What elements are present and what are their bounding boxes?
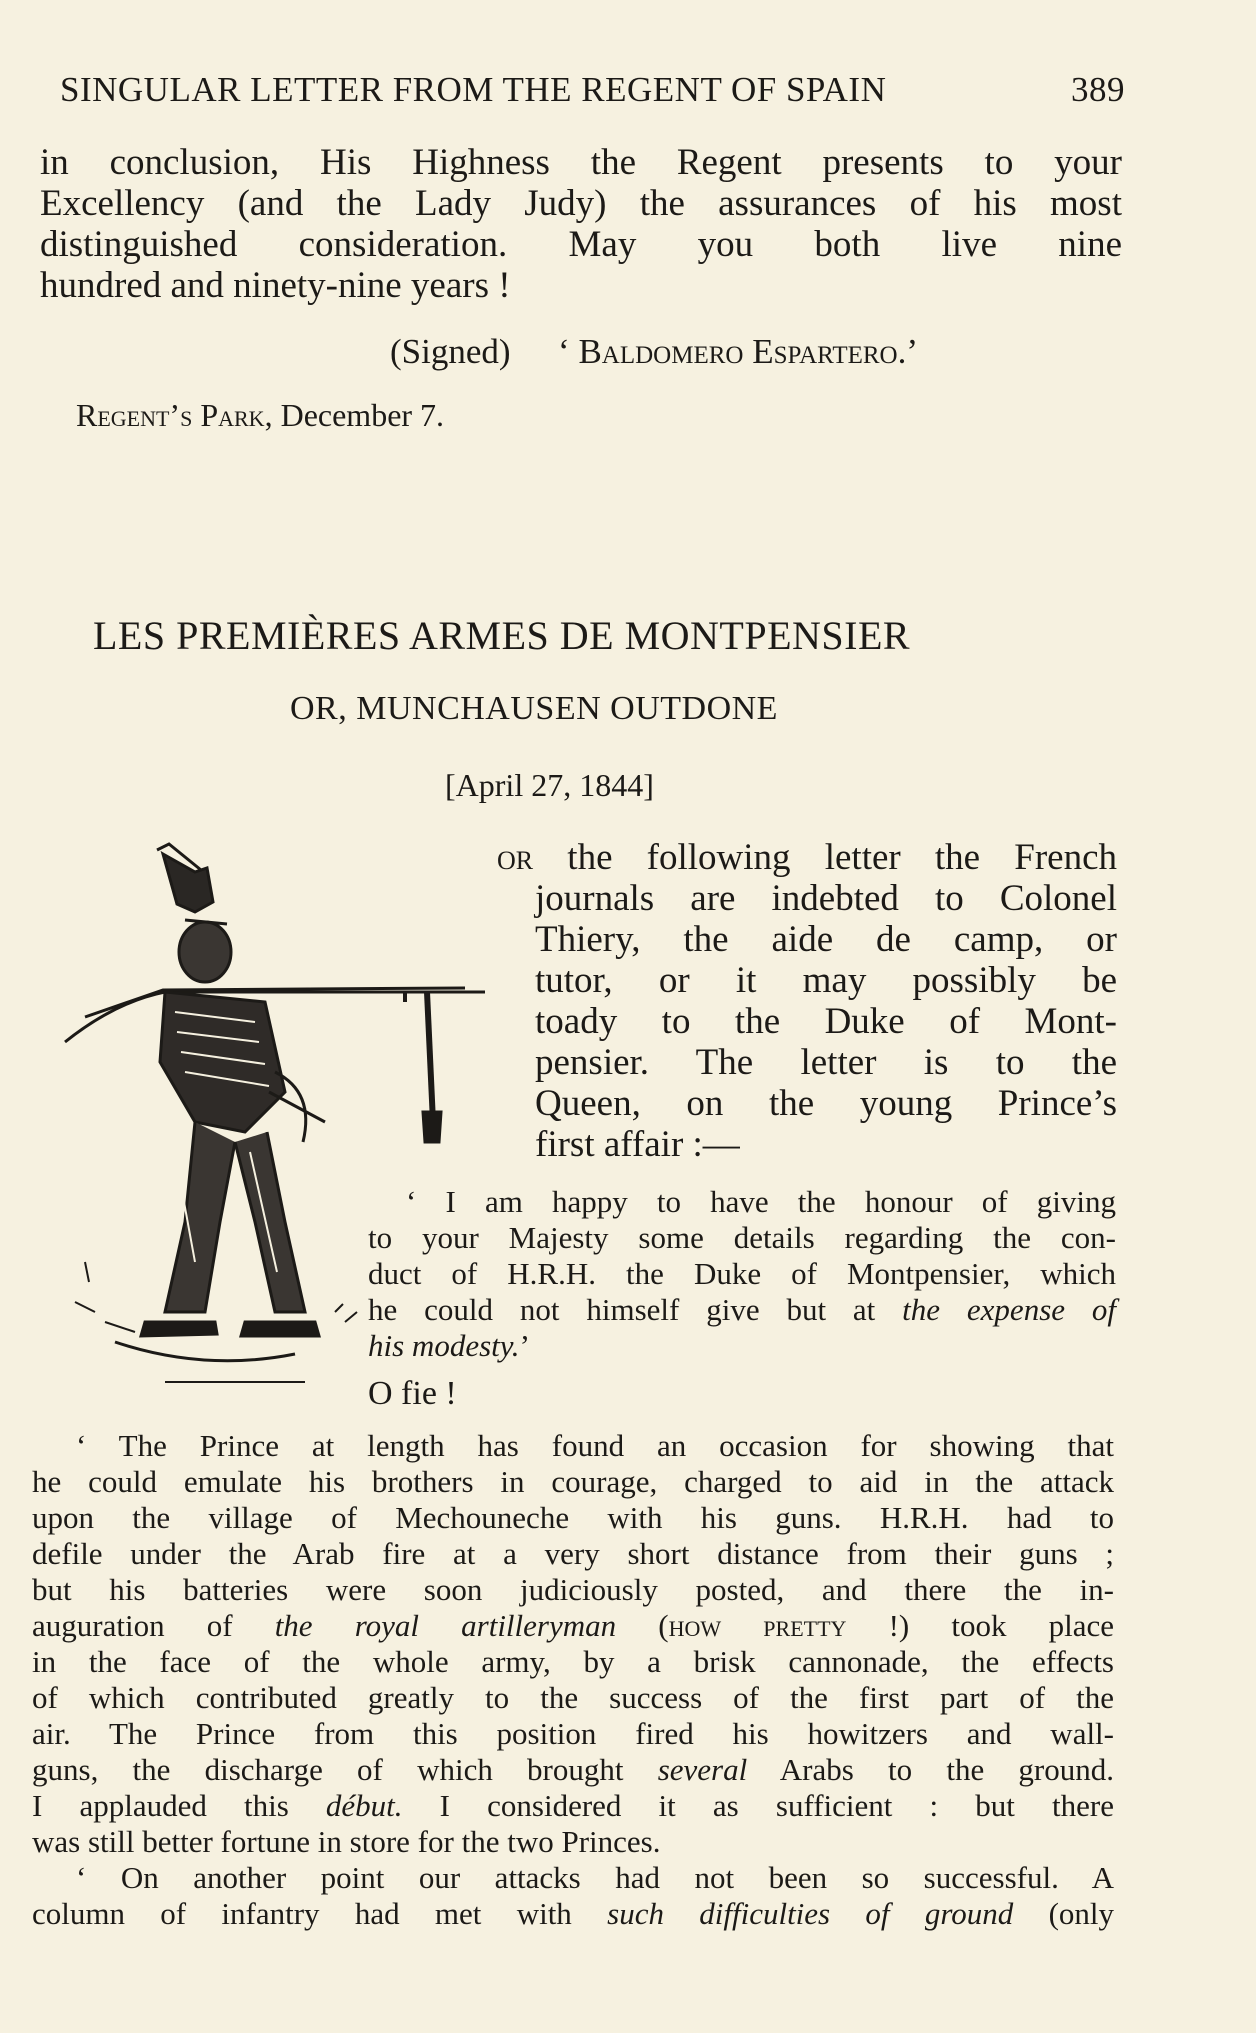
- body-line: I applauded this début. I considered it as sufficient : but there: [32, 1788, 1114, 1823]
- body-line: he could emulate his brothers in courage, charged to aid in the attack: [32, 1464, 1114, 1499]
- intro-line: or the following letter the French: [497, 837, 1117, 878]
- body-line: column of infantry had met with such difficulties of ground (only: [32, 1896, 1115, 1931]
- quote-line: duct of H.R.H. the Duke of Montpensier, which: [368, 1256, 1116, 1291]
- dateline-place: Regent’s Park,: [76, 397, 273, 433]
- quote-line: ‘ I am happy to have the honour of giving: [406, 1184, 1116, 1219]
- quote-line: he could not himself give but at the expense of: [368, 1292, 1116, 1327]
- aside-exclamation: O fie !: [368, 1375, 457, 1412]
- dateline: [76, 397, 444, 434]
- intro-line: tutor, or it may possibly be: [535, 960, 1117, 1001]
- article-title: LES PREMIÈRES ARMES DE MONTPENSIER: [93, 613, 911, 658]
- intro-line: first affair :—: [535, 1124, 740, 1165]
- body-line: in the face of the whole army, by a brisk cannonade, the effects: [32, 1644, 1114, 1679]
- intro-paragraph: [497, 837, 1117, 1165]
- article-date: [April 27, 1844]: [445, 767, 654, 803]
- intro-line: Queen, on the young Prince’s: [535, 1083, 1117, 1124]
- article-subtitle: OR, MUNCHAUSEN OUTDONE: [290, 690, 778, 727]
- body-line: ‘ On another point our attacks had not been so successful. A: [76, 1860, 1114, 1895]
- closing-line: hundred and ninety-nine years !: [40, 265, 511, 306]
- quote-line: his modesty.’: [368, 1328, 530, 1363]
- signature: ‘ Baldomero Espartero.’: [558, 332, 919, 371]
- intro-line: Thiery, the aide de camp, or: [535, 919, 1117, 960]
- page-number: 389: [1071, 70, 1125, 109]
- intro-line: pensier. The letter is to the: [535, 1042, 1117, 1083]
- body-line: was still better fortune in store for the two Princes.: [32, 1824, 661, 1859]
- closing-line: distinguished consideration. May you both live nine: [40, 224, 1122, 265]
- closing-paragraph: [40, 142, 1122, 306]
- quoted-letter-opening: [368, 1184, 1116, 1364]
- intro-line: toady to the Duke of Mont-: [535, 1001, 1117, 1042]
- closing-line: Excellency (and the Lady Judy) the assurances of his most: [40, 183, 1122, 224]
- body-line: guns, the discharge of which brought several Arabs to the ground.: [32, 1752, 1114, 1787]
- intro-first-word: or: [497, 837, 534, 878]
- signature-line: [390, 332, 918, 372]
- closing-line: in conclusion, His Highness the Regent presents to your: [40, 142, 1122, 183]
- body-line: of which contributed greatly to the success of the first part of the: [32, 1680, 1114, 1715]
- body-line: auguration of the royal artilleryman (how pretty !) took place: [32, 1608, 1115, 1643]
- body-line: ‘ The Prince at length has found an occasion for showing that: [76, 1428, 1114, 1463]
- body-line: upon the village of Mechouneche with his guns. H.R.H. had to: [32, 1500, 1114, 1535]
- letter-body: [32, 1428, 1114, 1932]
- running-title: SINGULAR LETTER FROM THE REGENT OF SPAIN: [60, 70, 887, 109]
- dateline-date: December 7.: [280, 397, 445, 433]
- intro-line: journals are indebted to Colonel: [535, 878, 1117, 919]
- body-line: but his batteries were soon judiciously posted, and there the in-: [32, 1572, 1114, 1607]
- signed-label: (Signed): [390, 332, 511, 371]
- body-line: air. The Prince from this position fired his howitzers and wall-: [32, 1716, 1114, 1751]
- quote-line: to your Majesty some details regarding the con-: [368, 1220, 1116, 1255]
- body-line: defile under the Arab fire at a very short distance from their guns ;: [32, 1536, 1114, 1571]
- running-header: [60, 70, 1125, 110]
